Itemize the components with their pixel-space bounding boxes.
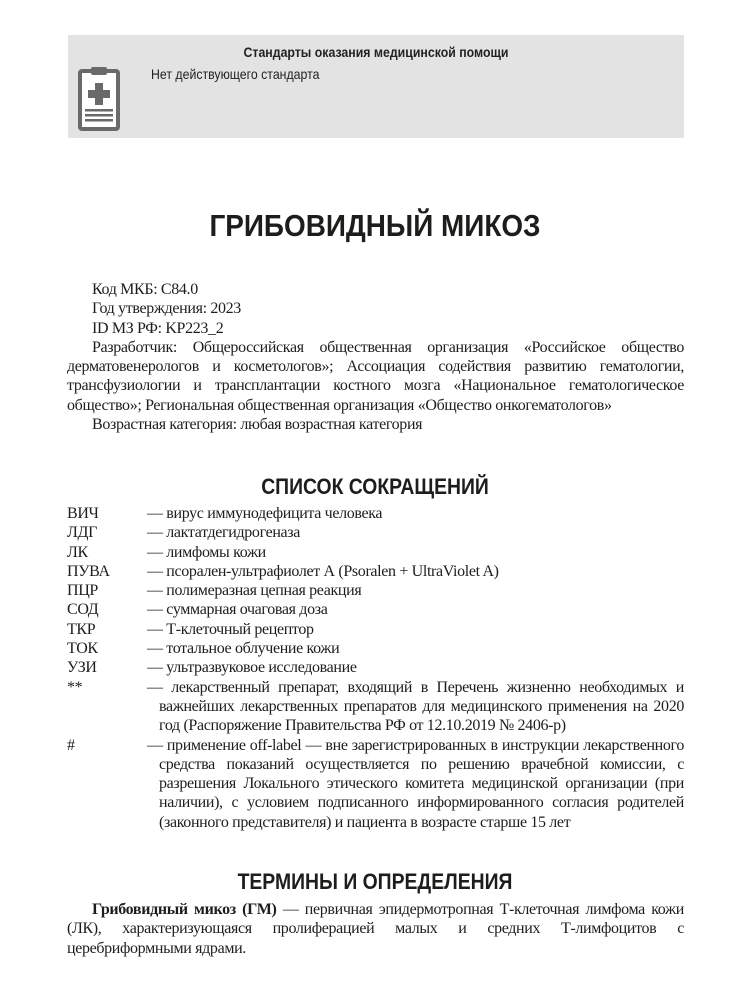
abbreviation-row bbox=[67, 581, 684, 600]
abbreviation-row bbox=[67, 620, 684, 639]
abbreviation-row bbox=[67, 678, 684, 736]
abbreviations-list bbox=[67, 504, 684, 832]
term-definition bbox=[67, 900, 684, 958]
icd-code: Код МКБ: C84.0 bbox=[92, 281, 198, 298]
abbreviation-term: ПЦР bbox=[67, 582, 98, 600]
terms-heading: ТЕРМИНЫ И ОПРЕДЕЛЕНИЯ bbox=[237, 869, 513, 894]
approval-year: Год утверждения: 2023 bbox=[92, 300, 241, 318]
abbreviation-definition: — Т-клеточный рецептор bbox=[147, 620, 314, 638]
abbreviation-definition: — применение off-label — вне зарегистрированных в инструкции лекарственного средства показаний осуществляется по решению врачебной комиссии, с разрешения Локального этического комитета медицинской организации (при наличии), с условием подписанного информированного согласия родителей (законного представителя) и пациента в возрасте старше 15 лет bbox=[147, 736, 684, 831]
abbreviation-definition: — ультразвуковое исследование bbox=[147, 659, 357, 677]
abbreviation-term: ** bbox=[67, 678, 83, 696]
abbreviation-definition: — лекарственный препарат, входящий в Перечень жизненно необходимых и важнейших лекарственных препаратов для медицинского применения на 2020 год (Распоряжение Правительства РФ от 12.10.2019 № 2406-р) bbox=[147, 678, 684, 735]
abbreviation-definition: — вирус иммунодефицита человека bbox=[147, 505, 383, 522]
abbreviation-term: ТОК bbox=[67, 640, 98, 658]
abbreviation-definition: — лимфомы кожи bbox=[147, 543, 266, 561]
age-category: Возрастная категория: любая возрастная категория bbox=[92, 416, 423, 434]
clipboard-medical-icon bbox=[78, 67, 120, 136]
ministry-id: ID МЗ РФ: KP223_2 bbox=[92, 319, 224, 337]
abbreviations-heading: СПИСОК СОКРАЩЕНИЙ bbox=[261, 474, 489, 499]
page-title: ГРИБОВИДНЫЙ МИКОЗ bbox=[209, 208, 541, 243]
abbreviation-term: ВИЧ bbox=[67, 505, 99, 522]
abbreviation-row bbox=[67, 543, 684, 562]
abbreviation-term: ЛДГ bbox=[67, 524, 97, 542]
abbreviation-term: ПУВА bbox=[67, 562, 110, 580]
abbreviation-definition: — суммарная очаговая доза bbox=[147, 601, 328, 619]
abbreviation-term: ЛК bbox=[67, 543, 88, 561]
abbreviation-row bbox=[67, 562, 684, 581]
abbreviation-row bbox=[67, 523, 684, 542]
abbreviation-row bbox=[67, 736, 684, 832]
standards-title: Стандарты оказания медицинской помощи bbox=[243, 44, 509, 60]
abbreviation-row bbox=[67, 658, 684, 677]
developer: Разработчик: Общероссийская общественная организация «Российское общество дерматовенерологов и косметологов»; Ассоциация содействия развитию гематологии, трансфузиологии и трансплантации костного мозга «Национальное гематологическое общество»; Региональная общественная организация «Общество онкогематологов» bbox=[67, 338, 684, 414]
meta-block bbox=[67, 280, 684, 434]
abbreviation-term: ТКР bbox=[67, 620, 96, 638]
term-name: Грибовидный микоз (ГМ) bbox=[92, 901, 277, 918]
abbreviation-term: # bbox=[67, 736, 75, 754]
abbreviation-row bbox=[67, 639, 684, 658]
standards-status: Нет действующего стандарта bbox=[151, 66, 320, 82]
terms-block bbox=[67, 900, 684, 958]
abbreviation-term: УЗИ bbox=[67, 659, 97, 677]
abbreviation-definition: — полимеразная цепная реакция bbox=[147, 582, 362, 600]
abbreviation-row bbox=[67, 600, 684, 619]
abbreviation-definition: — псорален-ультрафиолет А (Psoralen + UltraViolet A) bbox=[147, 562, 499, 580]
standards-box bbox=[68, 35, 684, 138]
abbreviation-definition: — лактатдегидрогеназа bbox=[147, 524, 301, 542]
definition-text: — первичная эпидермотропная Т-клеточная лимфома кожи (ЛК), характеризующаяся пролиферацией малых и средних Т-лимфоцитов с церебриформными ядрами. bbox=[67, 901, 684, 957]
abbreviation-term: СОД bbox=[67, 601, 99, 619]
abbreviation-definition: — тотальное облучение кожи bbox=[147, 640, 340, 658]
abbreviation-row bbox=[67, 504, 684, 523]
